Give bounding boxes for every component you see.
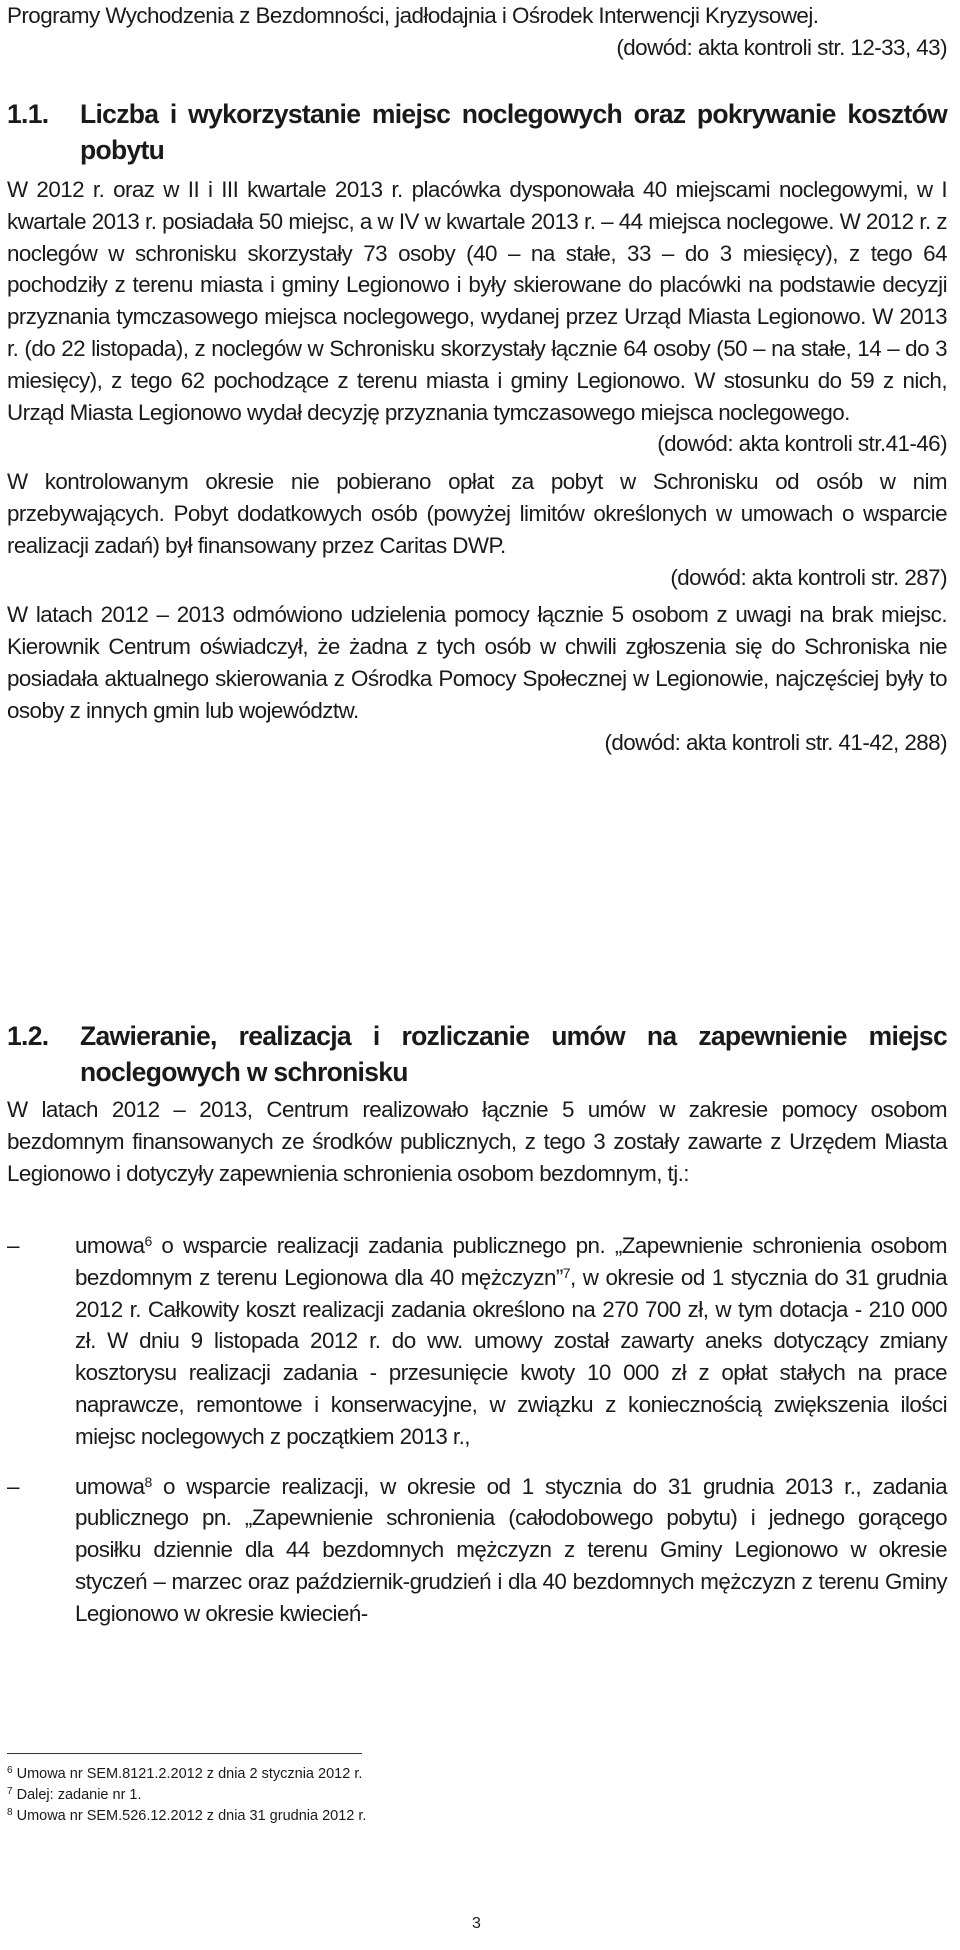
list-dash: – bbox=[7, 1233, 19, 1258]
evidence-note: (dowód: akta kontroli str. 287) bbox=[670, 564, 947, 590]
paragraph: W latach 2012 – 2013, Centrum realizowało łącznie 5 umów w zakresie pomocy osobom bezdomnym finansowanych ze środków publicznych, z tego 3 zostały zawarte z Urzędem Miasta Legionowo i dotyczyły zapewnienia schronienia osobom bezdomnym, tj.: bbox=[7, 1097, 947, 1186]
footnote-number: 8 bbox=[7, 1807, 13, 1818]
evidence-note: (dowód: akta kontroli str. 12-33, 43) bbox=[616, 34, 947, 60]
footnote bbox=[7, 1764, 607, 1785]
section-title: Zawieranie, realizacja i rozliczanie umów na zapewnienie miejsc noclegowych w schronisku bbox=[80, 1021, 947, 1087]
item-lead: umowa bbox=[75, 1233, 145, 1258]
section-1-1-body bbox=[7, 174, 947, 758]
footnote-divider bbox=[7, 1753, 362, 1754]
section-number: 1.2. bbox=[7, 1021, 49, 1051]
footnote-number: 6 bbox=[7, 1765, 13, 1776]
footnote-number: 7 bbox=[7, 1786, 13, 1797]
section-number: 1.1. bbox=[7, 99, 49, 129]
footnote-ref: 6 bbox=[144, 1233, 152, 1249]
footnote bbox=[7, 1785, 607, 1806]
page-number: 3 bbox=[472, 1915, 481, 1932]
item-text: o wsparcie realizacji zadania publicznego pn. „Zapewnienie schronienia osobom bezdomnym z terenu Legionowa dla 40 mężczyzn” bbox=[75, 1233, 947, 1290]
item-lead: umowa bbox=[75, 1473, 145, 1499]
paragraph: W kontrolowanym okresie nie pobierano opłat za pobyt w Schronisku od osób w nim przebywających. Pobyt dodatkowych osób (powyżej limitów określonych w umowach o wsparcie realizacji zadań) był finansowany przez Caritas DWP. bbox=[7, 469, 947, 558]
evidence-note: (dowód: akta kontroli str.41-46) bbox=[657, 431, 947, 457]
agreements-list bbox=[7, 1230, 947, 1630]
list-item bbox=[7, 1230, 947, 1453]
list-dash: – bbox=[7, 1473, 19, 1499]
footnote-text: Dalej: zadanie nr 1. bbox=[16, 1787, 142, 1803]
item-text: , w okresie od 1 stycznia do 31 grudnia 2012 r. Całkowity koszt realizacji zadania określono na 270 700 zł, w tym dotacja - 210 000 zł. W dniu 9 listopada 2012 r. do ww. umowy został zawarty aneks dotyczący zmiany kosztorysu realizacji zadania - przesunięcie kwoty 10 000 zł z opłat stałych na prace naprawcze, remontowe i konserwacyjne, w związku z koniecznością zwiększenia ilości miejsc noclegowych z początkiem 2013 r., bbox=[75, 1264, 947, 1449]
footnote-ref: 8 bbox=[144, 1473, 152, 1490]
footnote bbox=[7, 1806, 607, 1827]
footnote-text: Umowa nr SEM.8121.2.2012 z dnia 2 stycznia 2012 r. bbox=[16, 1766, 363, 1782]
paragraph: W latach 2012 – 2013 odmówiono udzielenia pomocy łącznie 5 osobom z uwagi na brak miejsc. Kierownik Centrum oświadczył, że żadna z tych osób w chwili zgłoszenia się do Schroniska nie posiadała aktualnego skierowania z Ośrodka Pomocy Społecznej w Legionowie, najczęściej były to osoby z innych gmin lub województw. bbox=[7, 602, 947, 723]
footnote-ref: 7 bbox=[562, 1264, 571, 1281]
section-1-2-body bbox=[7, 1094, 947, 1189]
evidence-note: (dowód: akta kontroli str. 41-42, 288) bbox=[604, 729, 947, 755]
list-item bbox=[7, 1471, 947, 1630]
section-title: Liczba i wykorzystanie miejsc noclegowych oraz pokrywanie kosztów pobytu bbox=[80, 99, 947, 165]
intro-line: Programy Wychodzenia z Bezdomności, jadłodajnia i Ośrodek Interwencji Kryzysowej. bbox=[7, 3, 819, 28]
item-text: o wsparcie realizacji, w okresie od 1 stycznia do 31 grudnia 2013 r., zadania publicznego pn. „Zapewnienie schronienia (całodobowego pobytu) i jednego gorącego posiłku dziennie dla 44 bezdomnych mężczyzn z terenu Gminy Legionowo w okresie styczeń – marzec oraz październik-grudzień i dla 40 bezdomnych mężczyzn z terenu Gminy Legionowo w okresie kwiecień- bbox=[75, 1473, 947, 1626]
intro-text bbox=[7, 0, 947, 64]
section-heading-1-2 bbox=[7, 1018, 947, 1090]
footnotes bbox=[7, 1764, 607, 1827]
section-heading-1-1 bbox=[7, 96, 947, 168]
footnote-text: Umowa nr SEM.526.12.2012 z dnia 31 grudnia 2012 r. bbox=[16, 1808, 367, 1824]
paragraph: W 2012 r. oraz w II i III kwartale 2013 r. placówka dysponowała 40 miejscami noclegowymi, w I kwartale 2013 r. posiadała 50 miejsc, a w IV w kwartale 2013 r. – 44 miejsca noclegowe. W 2012 r. z noclegów w schronisku skorzystały 73 osoby (40 – na stałe, 33 – do 3 miesięcy), z tego 64 pochodziły z terenu miasta i gminy Legionowo i były skierowane do placówki na podstawie decyzji przyznania tymczasowego miejsca noclegowego, wydanej przez Urząd Miasta Legionowo. W 2013 r. (do 22 listopada), z noclegów w Schronisku skorzystały łącznie 64 osoby (50 – na stałe, 14 – do 3 miesięcy), z tego 62 pochodzące z terenu miasta i gminy Legionowo. W stosunku do 59 z nich, Urząd Miasta Legionowo wydał decyzję przyznania tymczasowego miejsca noclegowego. bbox=[7, 177, 947, 425]
